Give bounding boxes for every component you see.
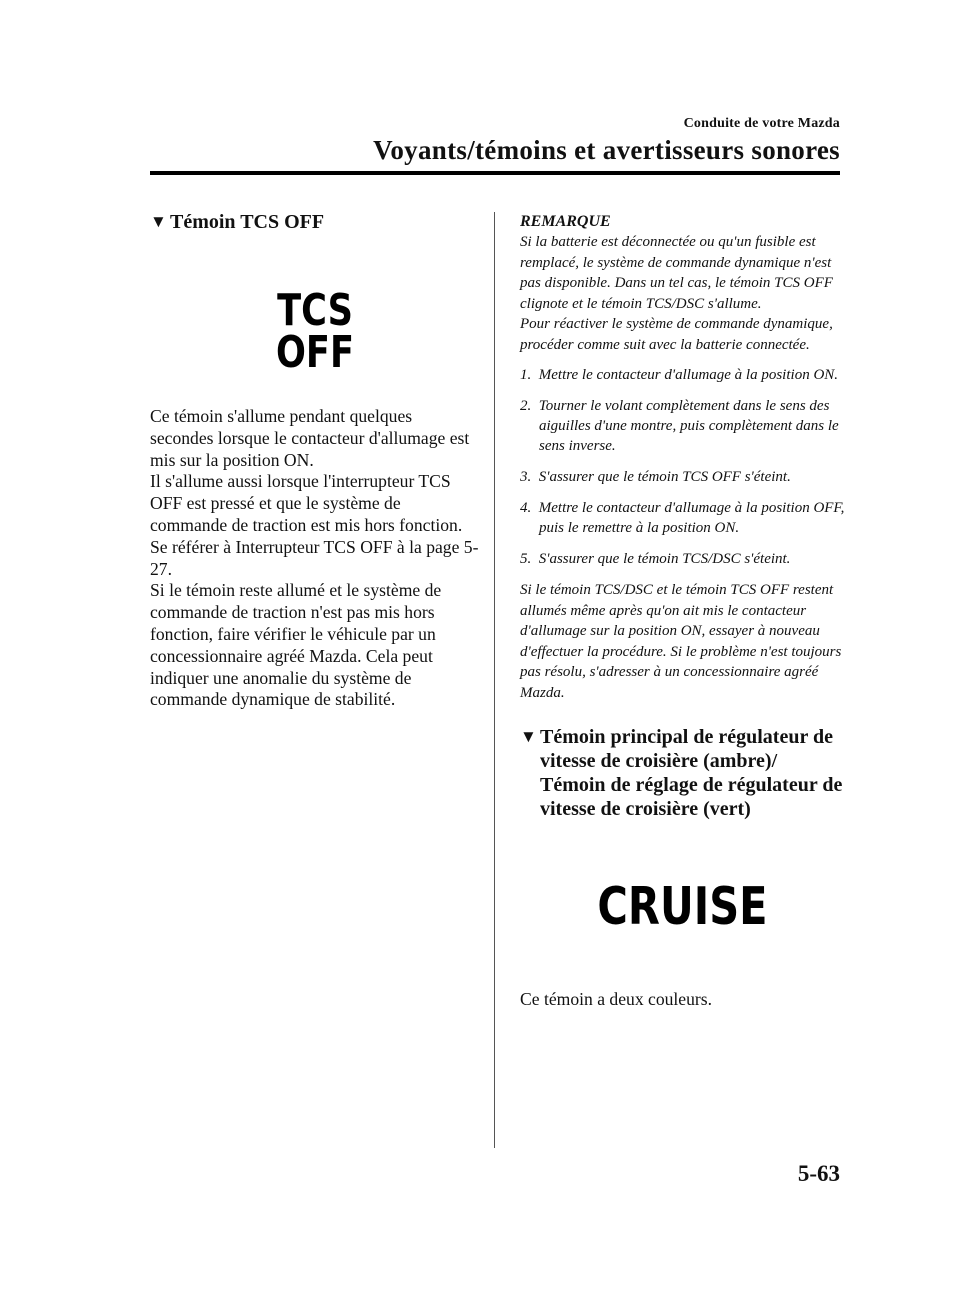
note-intro: Si la batterie est déconnectée ou qu'un fusible est remplacé, le système de commande dynamique n'est pas disponible. Dans un tel cas, le témoin TCS OFF clignote et le témoin TCS/DSC s'allume. <box>520 234 833 312</box>
right-column <box>520 212 845 1011</box>
note-conclusion: Si le témoin TCS/DSC et le témoin TCS OFF restent allumés même après qu'on ait mis le contacteur d'allumage sur la position ON, essayer à nouveau d'effectuer la procédure. Si le problème n'est toujours pas résolu, s'adresser à un concessionnaire agréé Mazda. <box>520 582 842 701</box>
tcs-off-indicator-icon <box>183 285 447 378</box>
chapter-name: Conduite de votre Mazda <box>683 116 840 131</box>
note-step: 4. Mettre le contacteur d'allumage à la position OFF, puis le remettre à la position ON. <box>520 500 845 536</box>
column-divider <box>494 212 495 1148</box>
tcs-off-heading <box>150 210 480 234</box>
tcs-off-heading-text: Témoin TCS OFF <box>170 211 325 233</box>
off-icon-line: OFF <box>275 327 355 378</box>
triangle-marker-icon: ▼ <box>150 212 167 231</box>
left-column <box>150 210 480 711</box>
note-step: 5. S'assurer que le témoin TCS/DSC s'éteint. <box>520 551 791 567</box>
note-title: REMARQUE <box>520 213 611 230</box>
tcs-paragraph: Ce témoin s'allume pendant quelques secondes lorsque le contacteur d'allumage est mis sur la position ON. <box>150 406 470 470</box>
note-step: 2. Tourner le volant complètement dans le sens des aiguilles d'une montre, puis complètement dans le sens inverse. <box>520 398 839 454</box>
cruise-heading <box>520 725 845 821</box>
tcs-paragraph-reference: Se référer à Interrupteur TCS OFF à la page 5-27. <box>150 536 479 579</box>
note-step: 3. S'assurer que le témoin TCS OFF s'éteint. <box>520 469 791 485</box>
note-intro: Pour réactiver le système de commande dynamique, procéder comme suit avec la batterie connectée. <box>520 316 833 353</box>
cruise-paragraph: Ce témoin a deux couleurs. <box>520 989 713 1009</box>
triangle-marker-icon: ▼ <box>520 727 537 746</box>
cruise-indicator-icon: CRUISE <box>597 877 768 937</box>
header-rule <box>150 171 840 175</box>
note-step: 1. Mettre le contacteur d'allumage à la position ON. <box>520 367 839 383</box>
page-number: 5-63 <box>797 1161 840 1186</box>
tcs-paragraph: Si le témoin reste allumé et le système de commande de traction n'est pas mis hors fonction, faire vérifier le véhicule par un concessionnaire agréé Mazda. Cela peut indiquer une anomalie du système de commande dynamique de stabilité. <box>150 580 442 710</box>
note-steps-list <box>520 365 845 569</box>
section-header-title: Voyants/témoins et avertisseurs sonores <box>373 135 840 165</box>
tcs-paragraph: Il s'allume aussi lorsque l'interrupteur TCS OFF est pressé et que le système de commande de traction est mis hors fonction. <box>150 471 463 535</box>
cruise-heading-text: Témoin principal de régulateur de vitesse de croisière (ambre)/ Témoin de réglage de régulateur de vitesse de croisière (vert) <box>540 726 843 820</box>
tcs-icon-line: TCS <box>277 285 353 336</box>
